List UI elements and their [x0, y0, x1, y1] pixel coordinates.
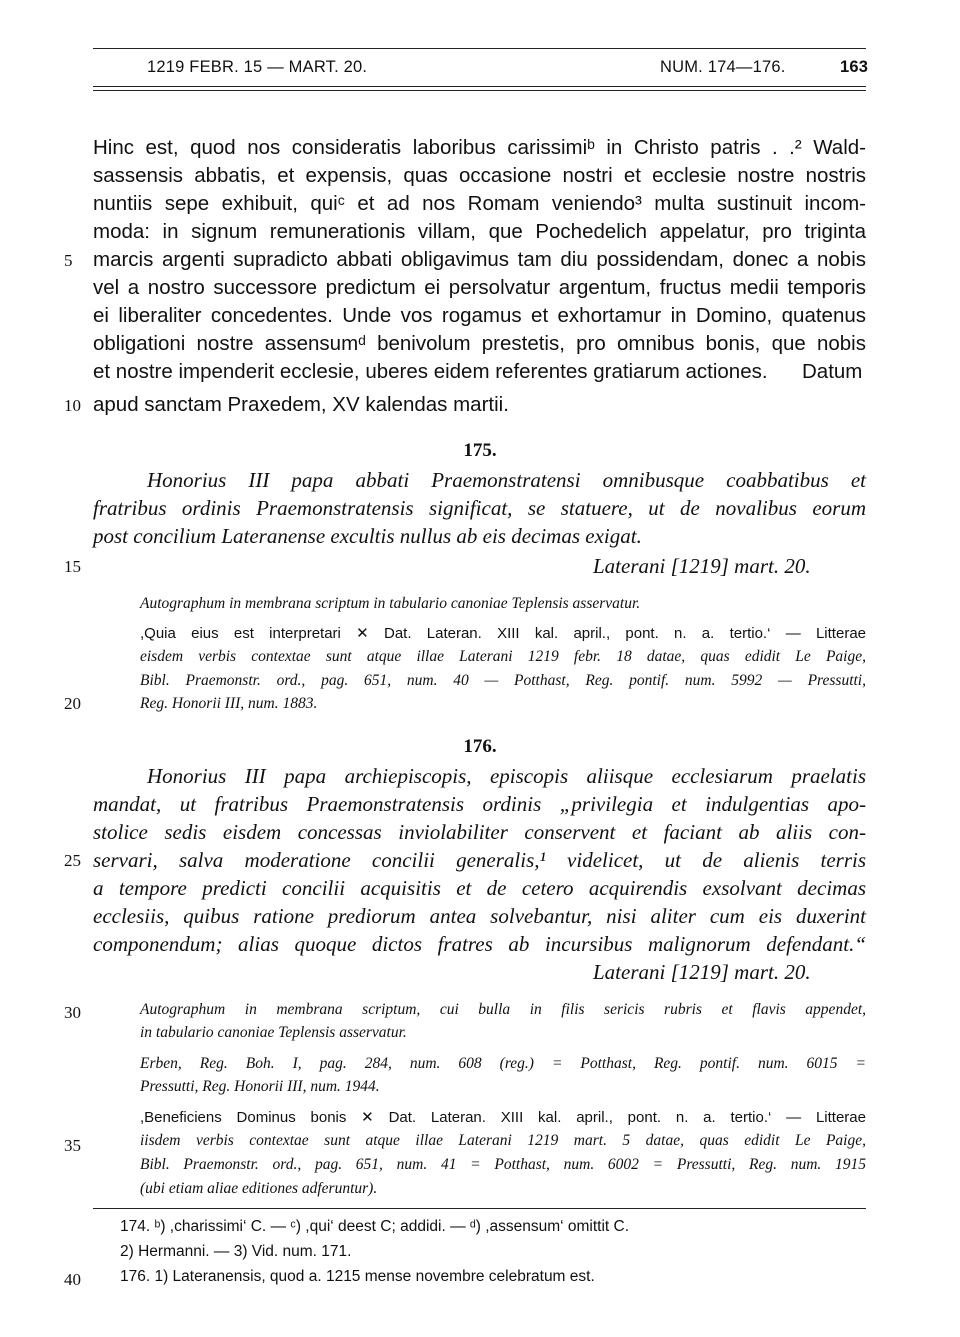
doc174-line-4: moda: in signum remunerationis villam, que Pochedelich appelatur, pro triginta — [93, 220, 866, 243]
line-number-30: 30 — [64, 1003, 81, 1022]
header-document-numbers: NUM. 174—176. — [660, 58, 786, 76]
doc176-note-2: in tabulario canoniae Teplensis asservatur. — [140, 1024, 407, 1041]
doc175-note-5: Reg. Honorii III, num. 1883. — [140, 695, 318, 712]
doc174-line-9: et nostre impenderit ecclesie, uberes eidem referentes gratiarum actiones. — [93, 360, 768, 383]
doc176-regest-line-7: componendum; alias quoque dictos fratres ab incursibus malignorum defendant.“ — [93, 932, 866, 956]
doc176-regest-line-2: mandat, ut fratribus Praemonstratensis ordinis „privilegia et indulgentias apo- — [93, 792, 866, 816]
doc176-regest-line-5: a tempore predicti concilii acquisitis et de cetero acquirendis exsolvant decimas — [93, 876, 866, 900]
doc174-line-10: apud sanctam Praxedem, XV kalendas martii. — [93, 393, 509, 416]
header-date-range: 1219 FEBR. 15 — MART. 20. — [147, 58, 368, 76]
doc174-line-6: vel a nostro successore predictum ei persolvatur argentum, fructus medii temporis — [93, 276, 866, 299]
header-bottom-rule-2 — [93, 90, 866, 91]
doc176-note-6: iisdem verbis contextae sunt atque illae Laterani 1219 mart. 5 datae, quas edidit Le Paige, — [140, 1132, 866, 1149]
line-number-25: 25 — [64, 851, 81, 870]
doc174-line-3: nuntiis sepe exhibuit, quiᶜ et ad nos Romam veniendo³ multa sustinuit incom- — [93, 192, 866, 215]
footnote-rule — [93, 1208, 866, 1209]
doc174-line-8: obligationi nostre assensumᵈ benivolum prestetis, pro omnibus bonis, que nobis — [93, 332, 866, 355]
doc176-regest-line-1: Honorius III papa archiepiscopis, episcopis aliisque ecclesiarum praelatis — [147, 764, 866, 788]
footnote-176: 176. 1) Lateranensis, quod a. 1215 mense novembre celebratum est. — [120, 1268, 595, 1285]
doc175-date: Laterani [1219] mart. 20. — [593, 554, 811, 578]
doc176-regest-line-4: servari, salva moderatione concilii generalis,¹ videlicet, ut de alienis terris — [93, 848, 866, 872]
doc176-note-8: (ubi etiam aliae editiones adferuntur). — [140, 1180, 378, 1197]
header-bottom-rule — [93, 86, 866, 87]
line-number-40: 40 — [64, 1270, 81, 1289]
doc176-note-5: ,Beneficiens Dominus bonis ✕ Dat. Lateran. XIII kal. april., pont. n. a. tertio.‘ — Litterae — [140, 1109, 866, 1126]
line-number-35: 35 — [64, 1136, 81, 1155]
doc176-note-4: Pressutti, Reg. Honorii III, num. 1944. — [140, 1078, 380, 1095]
doc175-regest-line-2: fratribus ordinis Praemonstratensis significat, se statuere, ut de novalibus eorum — [93, 496, 866, 520]
doc176-date: Laterani [1219] mart. 20. — [593, 960, 811, 984]
doc175-note-2: ,Quia eius est interpretari ✕ Dat. Lateran. XIII kal. april., pont. n. a. tertio.‘ — Litterae — [140, 625, 866, 642]
doc175-note-4: Bibl. Praemonstr. ord., pag. 651, num. 40 — Potthast, Reg. pontif. num. 5992 — Pressutti, — [140, 672, 866, 689]
doc176-note-7: Bibl. Praemonstr. ord., pag. 651, num. 41 = Potthast, num. 6002 = Pressutti, Reg. num. 1915 — [140, 1156, 866, 1173]
footnote-174-2: 2) Hermanni. — 3) Vid. num. 171. — [120, 1243, 352, 1260]
header-top-rule — [93, 48, 866, 49]
doc176-number: 176. — [463, 736, 497, 757]
doc176-regest-line-6: ecclesiis, quibus ratione prediorum antea solvebantur, nisi aliter cum eis duxerint — [93, 904, 866, 928]
line-number-20: 20 — [64, 694, 81, 713]
page-number: 163 — [840, 58, 869, 76]
line-number-10: 10 — [64, 396, 81, 415]
footnote-174: 174. ᵇ) ,charissimi‘ C. — ᶜ) ,qui‘ deest C; addidi. — ᵈ) ,assensum‘ omittit C. — [120, 1218, 630, 1235]
line-number-5: 5 — [64, 251, 73, 270]
doc175-number: 175. — [463, 440, 497, 461]
doc175-regest-line-1: Honorius III papa abbati Praemonstratensi omnibusque coabbatibus et — [147, 468, 866, 492]
doc174-line-7: ei liberaliter concedentes. Unde vos rogamus et exhortamur in Domino, quatenus — [93, 304, 866, 327]
doc174-line-1: Hinc est, quod nos consideratis laboribus carissimiᵇ in Christo patris . .² Wald- — [93, 136, 866, 159]
doc175-note-1: Autographum in membrana scriptum in tabulario canoniae Teplensis asservatur. — [140, 595, 641, 612]
doc176-note-1: Autographum in membrana scriptum, cui bulla in filis sericis rubris et flavis appendet, — [140, 1001, 866, 1018]
doc175-regest-line-3: post concilium Lateranense excultis nullus ab eis decimas exigat. — [93, 524, 642, 548]
doc174-datum: Datum — [802, 360, 863, 383]
line-number-15: 15 — [64, 557, 81, 576]
doc176-regest-line-3: stolice sedis eisdem concessas inviolabiliter conservent et faciant ab aliis con- — [93, 820, 866, 844]
doc175-note-3: eisdem verbis contextae sunt atque illae Laterani 1219 febr. 18 datae, quas edidit Le Paige, — [140, 648, 866, 665]
doc174-line-2: sassensis abbatis, et expensis, quas occasione nostri et ecclesie nostre nostris — [93, 164, 866, 187]
doc176-note-3: Erben, Reg. Boh. I, pag. 284, num. 608 (reg.) = Potthast, Reg. pontif. num. 6015 = — [140, 1055, 866, 1072]
doc174-line-5: marcis argenti supradicto abbati obligavimus tam diu possidendam, donec a nobis — [93, 248, 866, 271]
